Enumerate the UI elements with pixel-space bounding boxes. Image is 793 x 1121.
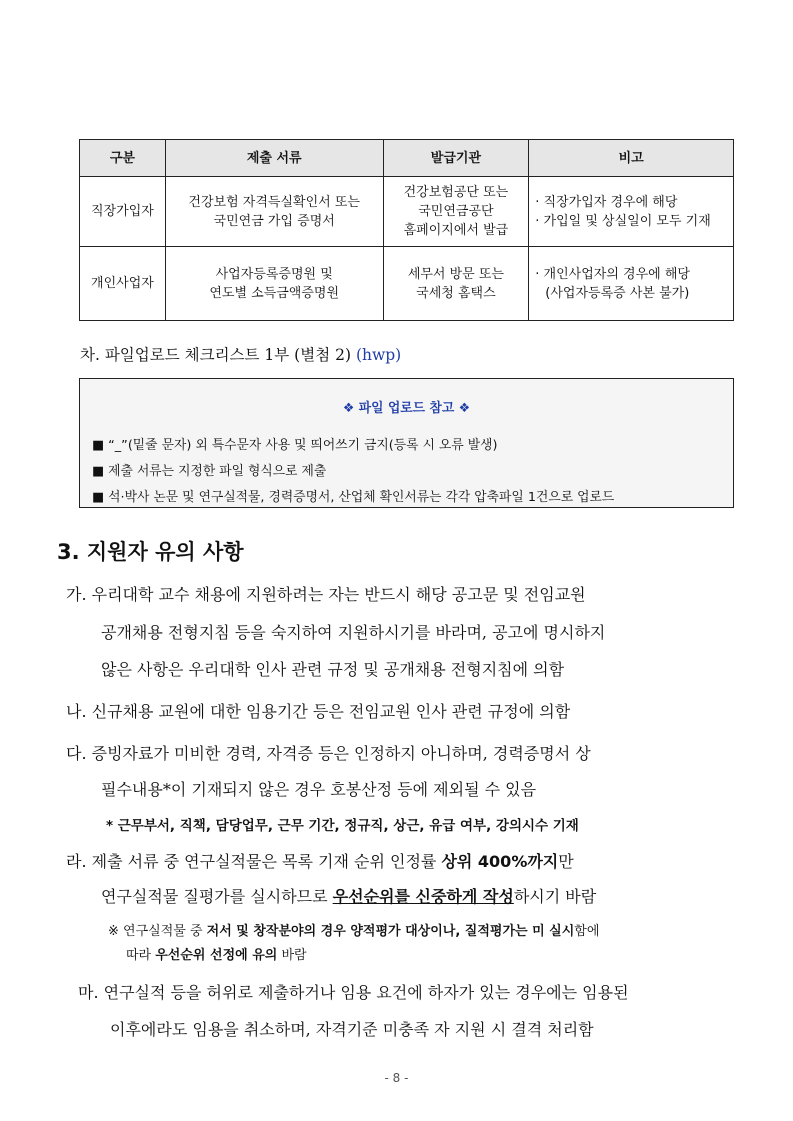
ra-note-text: 따라 — [126, 948, 156, 963]
issuer-line: 건강보험공단 또는 — [403, 185, 509, 200]
ra-note-text: ※ 연구실적물 중 — [108, 924, 207, 939]
paragraph-ma-line: 이후에라도 임용을 취소하며, 자격기준 미충족 자 지원 시 결격 처리함 — [110, 1020, 594, 1039]
ra-text: 라. 제출 서류 중 연구실적물은 목록 기재 순위 인정률 — [66, 852, 442, 871]
hwp-link[interactable]: (hwp) — [355, 346, 402, 364]
row-documents — [165, 177, 383, 247]
doc-line: 사업자등록증명원 및 — [215, 266, 333, 282]
checklist-item — [80, 343, 401, 365]
paragraph-ra-line — [66, 849, 574, 872]
document-table — [79, 139, 734, 321]
issuer-line: 세무서 방문 또는 — [407, 266, 504, 282]
ra-note-text: 바람 — [277, 948, 307, 963]
upload-notice-title: ❖ 파일 업로드 참고 ❖ — [342, 401, 471, 416]
paragraph-ra-line — [101, 884, 596, 907]
upload-notice-bullet: ■ 제출 서류는 지정한 파일 형식으로 제출 — [92, 464, 327, 479]
ra-text: 연구실적물 질평가를 실시하므로 — [101, 887, 333, 906]
paragraph-na: 나. 신규채용 교원에 대한 임용기간 등은 전임교원 인사 관련 규정에 의함 — [66, 702, 571, 721]
note-line: (사업자등록증 사본 불가) — [545, 285, 690, 301]
doc-line: 국민연금 가입 증명서 — [213, 213, 335, 229]
paragraph-da-line: 다. 증빙자료가 미비한 경력, 자격증 등은 인정하지 아니하며, 경력증명서 상 — [66, 744, 591, 763]
checklist-text: 차. 파일업로드 체크리스트 1부 (별첨 2) — [80, 346, 356, 364]
ra-note-emphasis: 우선순위 선정에 유의 — [155, 948, 278, 963]
ra-text: 하시기 바람 — [513, 887, 597, 906]
ra-emphasis: 상위 400%까지 — [441, 852, 559, 871]
table-header-row — [80, 140, 734, 177]
paragraph-da-line: 필수내용*이 기재되지 않은 경우 호봉산정 등에 제외될 수 있음 — [101, 780, 537, 799]
paragraph-ga-line: 않은 사항은 우리대학 인사 관련 규정 및 공개채용 전형지침에 의함 — [101, 660, 565, 679]
row-documents — [165, 247, 383, 321]
issuer-line: 국민연금공단 — [418, 204, 494, 219]
table-row — [80, 177, 734, 247]
ra-note-emphasis: 저서 및 창작분야의 경우 양적평가 대상이나, 질적평가는 미 실시 — [206, 924, 575, 939]
paragraph-ra-note-line — [108, 920, 599, 939]
upload-notice-bullet: ■ “_”(밑줄 문자) 외 특수문자 사용 및 띄어쓰기 금지(등록 시 오류 발생) — [92, 438, 498, 453]
paragraph-ga-line: 공개채용 전형지침 등을 숙지하여 지원하시기를 바라며, 공고에 명시하지 — [101, 623, 606, 642]
header-category: 구분 — [80, 140, 166, 177]
ra-underline: 우선순위를 신중하게 작성 — [332, 887, 514, 906]
paragraph-ga-line: 가. 우리대학 교수 채용에 지원하려는 자는 반드시 해당 공고문 및 전임교원 — [66, 585, 586, 604]
upload-notice-bullet: ■ 석·박사 논문 및 연구실적물, 경력증명서, 산업체 확인서류는 각각 압축파일 1건으로 업로드 — [92, 490, 615, 505]
table-row — [80, 247, 734, 321]
note-line: · 가입일 및 상실일이 모두 기재 — [535, 213, 711, 229]
row-category: 직장가입자 — [80, 177, 166, 247]
row-issuer — [383, 247, 529, 321]
header-issuer: 발급기관 — [383, 140, 529, 177]
row-notes — [529, 177, 734, 247]
issuer-line: 국세청 홈택스 — [416, 285, 496, 301]
note-line: · 개인사업자의 경우에 해당 — [535, 266, 690, 282]
doc-line: 연도별 소득금액증명원 — [209, 285, 340, 301]
header-documents: 제출 서류 — [165, 140, 383, 177]
note-line: · 직장가입자 경우에 해당 — [535, 194, 678, 210]
issuer-line: 홈페이지에서 발급 — [403, 223, 509, 238]
paragraph-da-note: * 근무부서, 직책, 담당업무, 근무 기간, 정규직, 상근, 유급 여부, 강의시수 기재 — [106, 818, 579, 834]
page-number: - 8 - — [384, 1071, 409, 1085]
upload-notice-box — [79, 378, 734, 508]
ra-text: 만 — [558, 852, 574, 871]
paragraph-ra-note-line — [126, 944, 307, 963]
paragraph-ma-line: 마. 연구실적 등을 허위로 제출하거나 임용 요건에 하자가 있는 경우에는 임용된 — [78, 983, 629, 1002]
ra-note-text: 함에 — [574, 924, 600, 939]
row-category: 개인사업자 — [80, 247, 166, 321]
doc-line: 건강보험 자격득실확인서 또는 — [188, 194, 360, 210]
row-issuer — [383, 177, 529, 247]
header-notes: 비고 — [529, 140, 734, 177]
row-notes — [529, 247, 734, 321]
section-heading: 3. 지원자 유의 사항 — [57, 540, 244, 564]
